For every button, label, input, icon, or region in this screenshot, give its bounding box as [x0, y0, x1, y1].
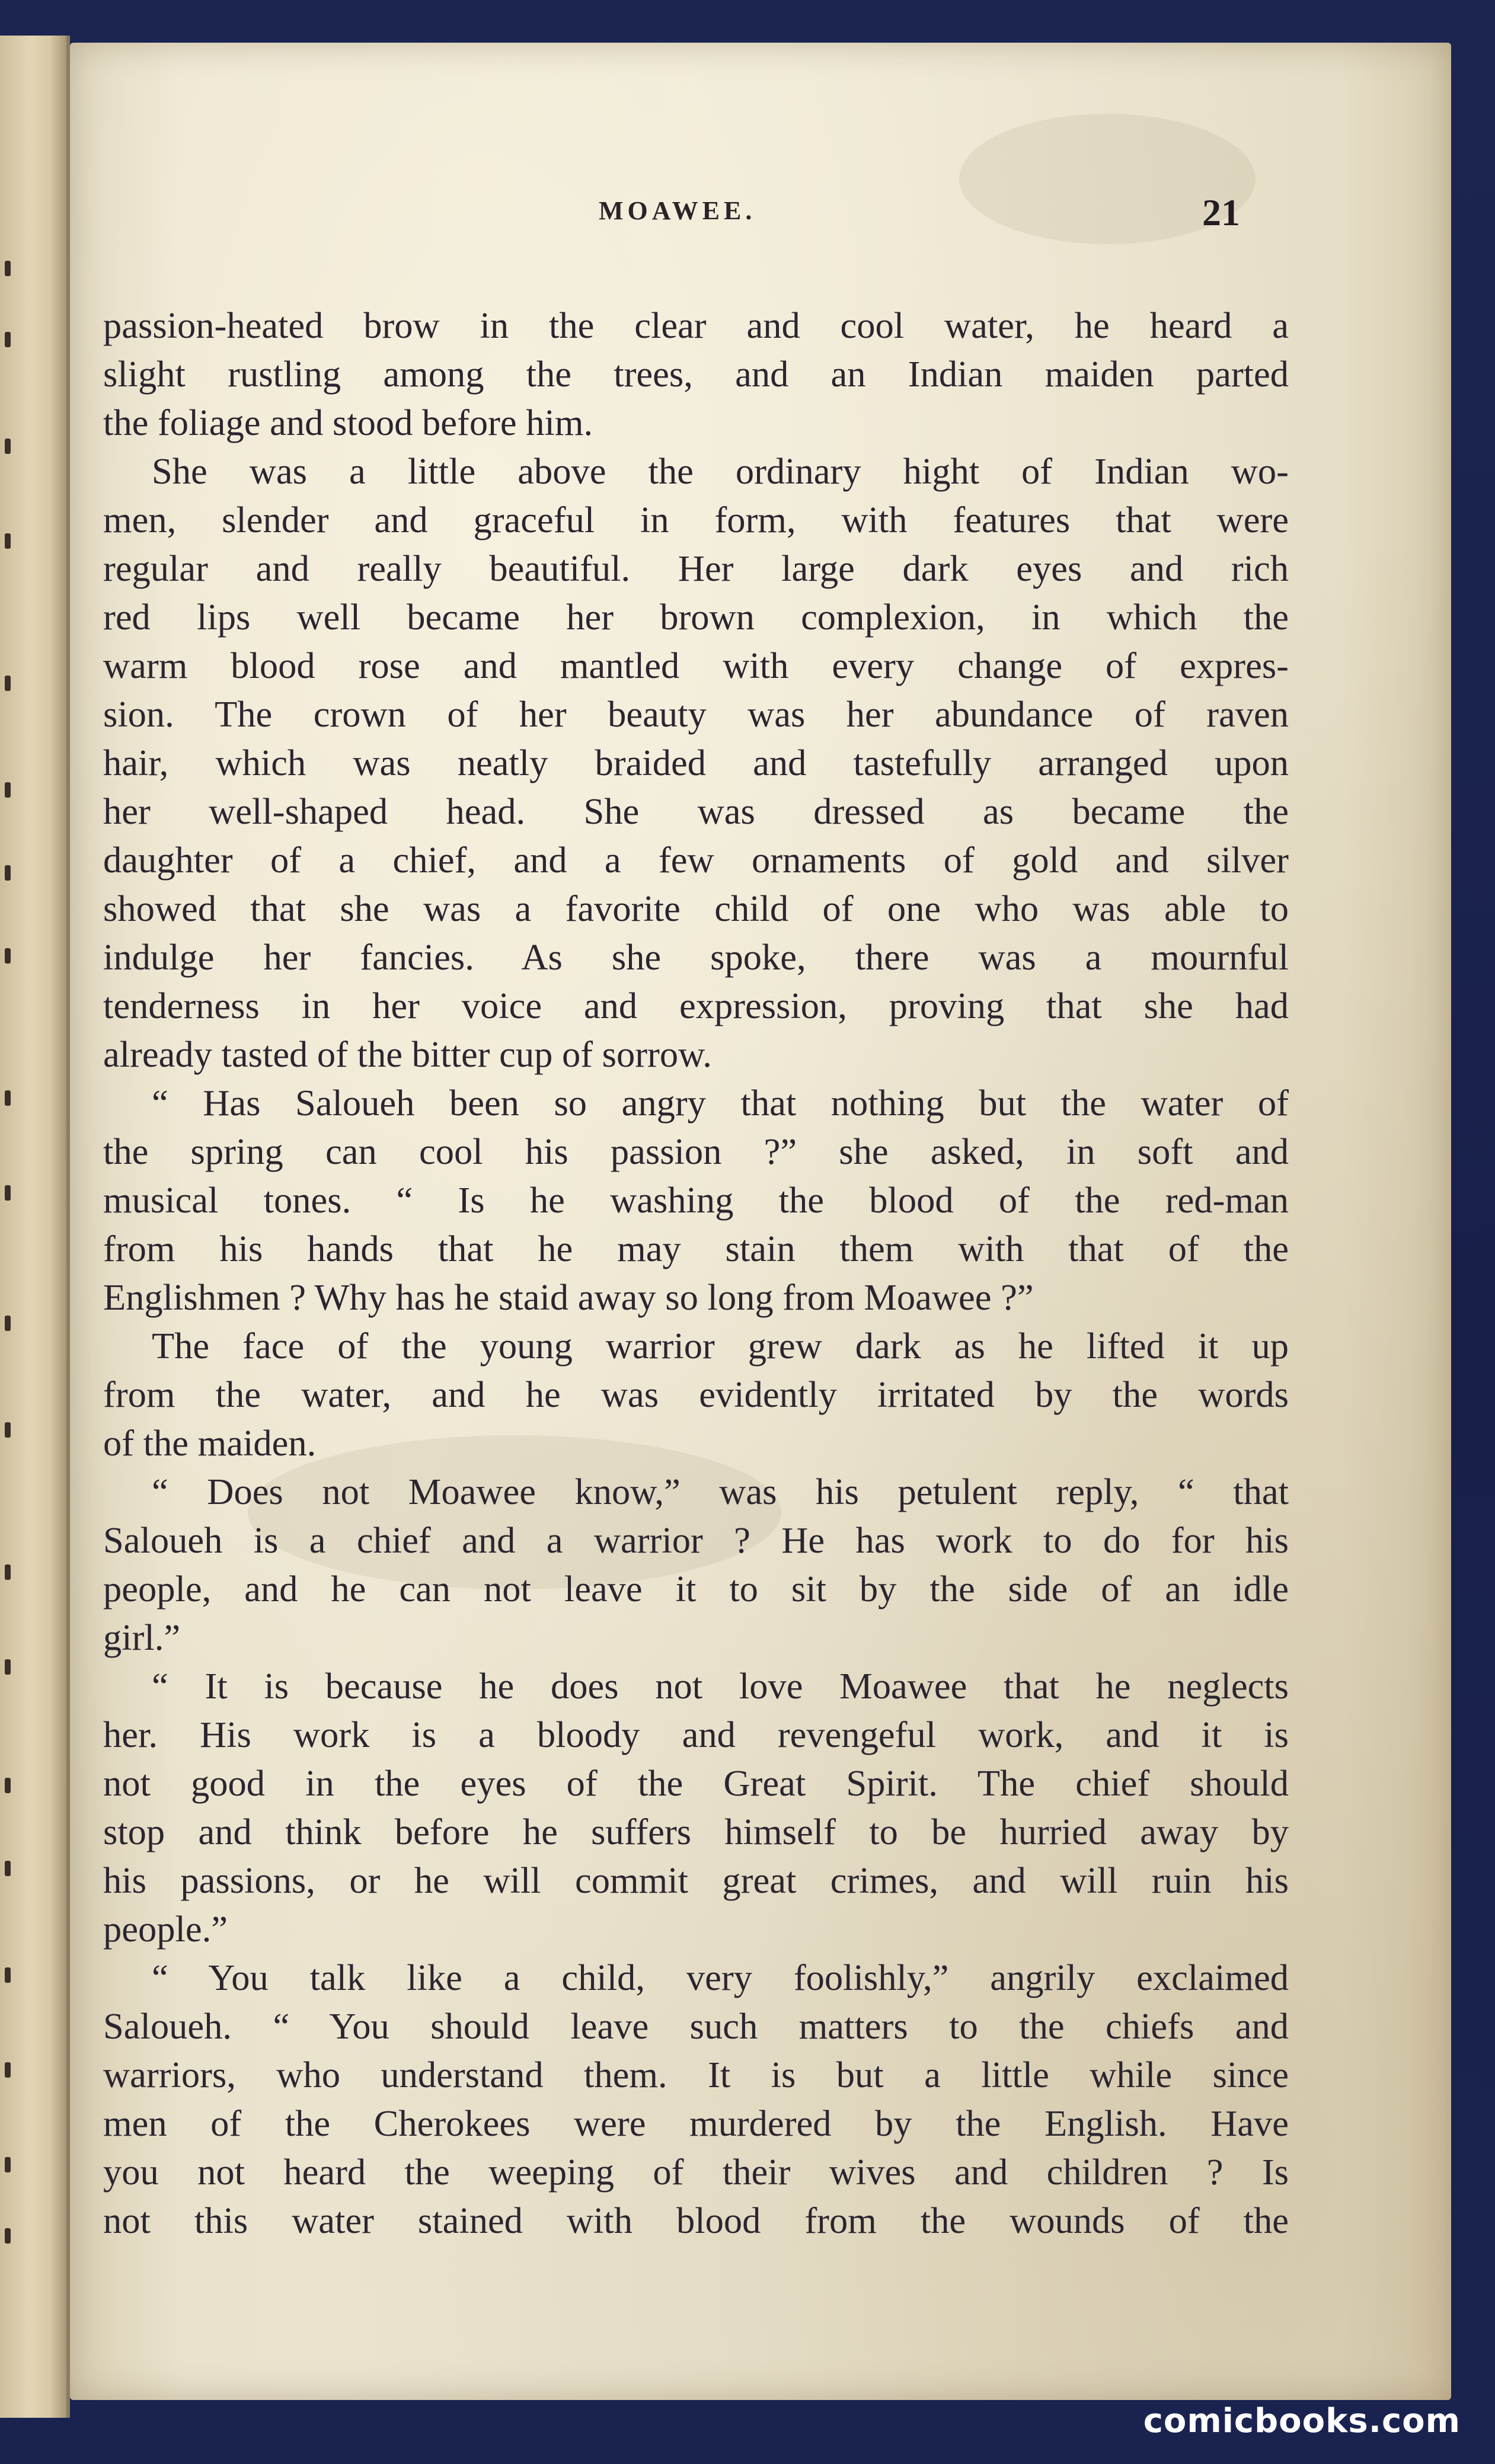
- text-line: “ Does not Moawee know,” was his petulent reply, “ that: [152, 1471, 1289, 1512]
- watermark: comicbooks.com: [1143, 2402, 1461, 2440]
- text-line: Englishmen ? Why has he staid away so long from Moawee ?”: [103, 1276, 1034, 1318]
- text-line: not this water stained with blood from the wounds of the: [103, 2200, 1289, 2241]
- spine-ink-mark: [5, 1564, 11, 1580]
- text-line: musical tones. “ Is he washing the blood of the red-man: [103, 1179, 1289, 1221]
- running-head: [70, 191, 1451, 237]
- text-line: daughter of a chief, and a few ornaments of gold and silver: [103, 839, 1289, 881]
- text-line: already tasted of the bitter cup of sorrow.: [103, 1033, 712, 1075]
- text-line: of the maiden.: [103, 1422, 317, 1464]
- spine-ink-mark: [5, 1861, 11, 1876]
- spine-ink-mark: [5, 948, 11, 964]
- text-line: passion-heated brow in the clear and cool water, he heard a: [103, 305, 1289, 346]
- text-line: the spring can cool his passion ?” she asked, in soft and: [103, 1131, 1289, 1172]
- spine-ink-mark: [5, 1316, 11, 1331]
- text-line: Saloueh is a chief and a warrior ? He has work to do for his: [103, 1519, 1289, 1561]
- spine-ink-mark: [5, 865, 11, 881]
- text-line: girl.”: [103, 1617, 181, 1658]
- text-line: The face of the young warrior grew dark as he lifted it up: [152, 1325, 1289, 1367]
- text-line: not good in the eyes of the Great Spirit. The chief should: [103, 1762, 1289, 1804]
- text-line: tenderness in her voice and expression, proving that she had: [103, 985, 1289, 1026]
- text-line: Saloueh. “ You should leave such matters to the chiefs and: [103, 2005, 1289, 2047]
- text-line: “ Has Saloueh been so angry that nothing but the water of: [152, 1082, 1289, 1124]
- spine-ink-mark: [5, 533, 11, 549]
- spine-ink-mark: [5, 1778, 11, 1793]
- text-line: people, and he can not leave it to sit by the side of an idle: [103, 1568, 1289, 1609]
- spine-ink-mark: [5, 1185, 11, 1201]
- text-line: stop and think before he suffers himself to be hurried away by: [103, 1811, 1289, 1852]
- text-line: regular and really beautiful. Her large dark eyes and rich: [103, 548, 1289, 589]
- spine-ink-mark: [5, 332, 11, 347]
- running-title: MOAWEE.: [599, 196, 756, 225]
- spine-ink-mark: [5, 1659, 11, 1675]
- spine-ink-mark: [5, 261, 11, 276]
- spine-ink-mark: [5, 1967, 11, 1983]
- book-page: [70, 43, 1451, 2400]
- text-line: “ It is because he does not love Moawee that he neglects: [152, 1665, 1289, 1707]
- text-line: men, slender and graceful in form, with features that were: [103, 499, 1289, 540]
- spine-ink-mark: [5, 439, 11, 454]
- text-line: slight rustling among the trees, and an Indian maiden parted: [103, 353, 1289, 395]
- text-line: her well-shaped head. She was dressed as became the: [103, 791, 1289, 832]
- spine-ink-mark: [5, 782, 11, 798]
- text-line: warriors, who understand them. It is but a little while since: [103, 2054, 1289, 2095]
- text-line: from his hands that he may stain them with that of the: [103, 1228, 1289, 1269]
- body-text: [103, 301, 1289, 2245]
- text-line: people.”: [103, 1908, 228, 1950]
- text-line: warm blood rose and mantled with every change of expres-: [103, 645, 1289, 686]
- text-line: sion. The crown of her beauty was her abundance of raven: [103, 693, 1289, 735]
- spine-ink-mark: [5, 676, 11, 691]
- spine-ink-mark: [5, 1090, 11, 1106]
- text-line: you not heard the weeping of their wives and children ? Is: [103, 2151, 1289, 2193]
- text-line: indulge her fancies. As she spoke, there was a mournful: [103, 936, 1289, 978]
- spine-ink-mark: [5, 2062, 11, 2078]
- text-line: men of the Cherokees were murdered by the English. Have: [103, 2103, 1289, 2144]
- book-spine-edge: [0, 36, 70, 2418]
- text-line: “ You talk like a child, very foolishly,” angrily exclaimed: [152, 1957, 1289, 1998]
- spine-ink-mark: [5, 2228, 11, 2244]
- text-line: her. His work is a bloody and revengeful work, and it is: [103, 1714, 1289, 1755]
- text-line: She was a little above the ordinary hight of Indian wo-: [152, 450, 1289, 492]
- text-line: his passions, or he will commit great crimes, and will ruin his: [103, 1860, 1289, 1901]
- spine-ink-mark: [5, 1422, 11, 1438]
- text-line: showed that she was a favorite child of one who was able to: [103, 888, 1289, 929]
- text-line: red lips well became her brown complexion, in which the: [103, 596, 1289, 638]
- spine-ink-mark: [5, 2157, 11, 2172]
- page-number: 21: [1202, 191, 1240, 233]
- text-line: from the water, and he was evidently irritated by the words: [103, 1374, 1289, 1415]
- spine-ink-marks: [5, 261, 28, 2276]
- text-line: the foliage and stood before him.: [103, 402, 593, 443]
- text-line: hair, which was neatly braided and tastefully arranged upon: [103, 742, 1289, 783]
